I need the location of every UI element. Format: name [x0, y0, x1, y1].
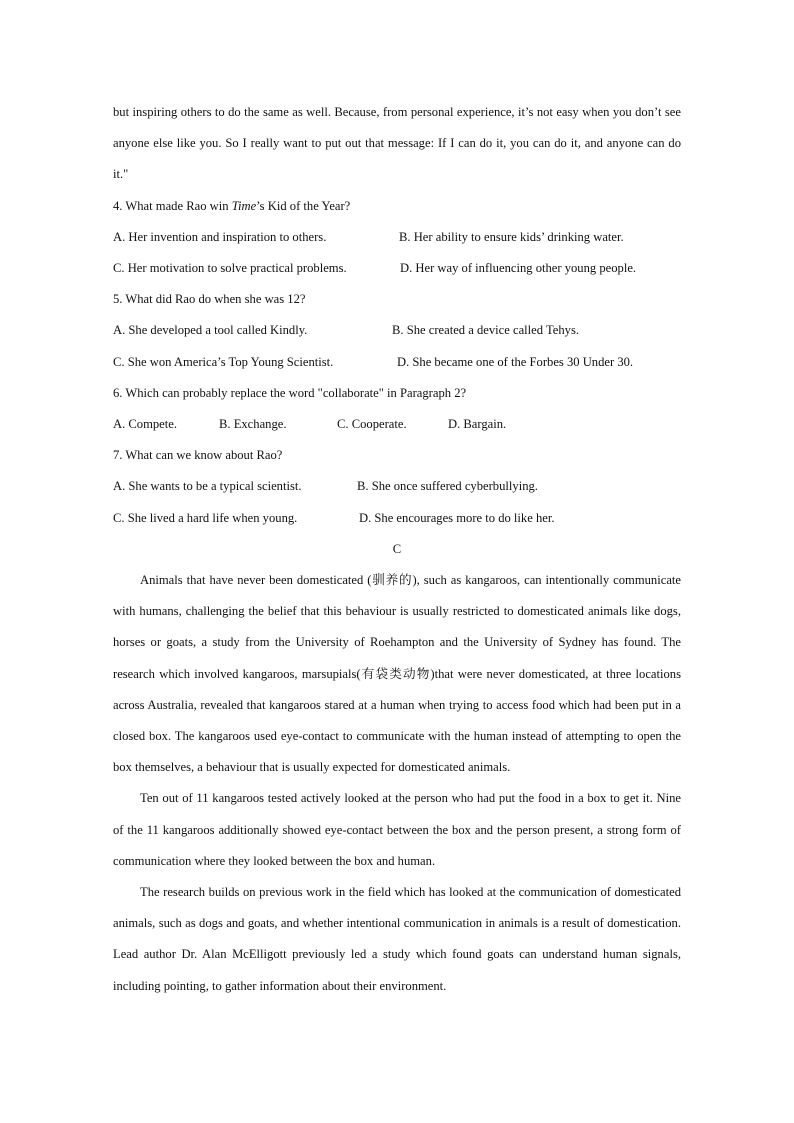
question-5-option-c: C. She won America’s Top Young Scientist.: [113, 354, 334, 369]
question-6-option-b: B. Exchange.: [219, 417, 287, 432]
question-5-option-d: D. She became one of the Forbes 30 Under 30.: [397, 354, 634, 369]
question-6-option-d: D. Bargain.: [448, 417, 507, 432]
question-7-option-c: C. She lived a hard life when young.: [113, 510, 298, 525]
question-4-option-d: D. Her way of influencing other young people.: [400, 261, 637, 276]
question-5-options-row-2: [113, 347, 681, 378]
question-5-option-b: B. She created a device called Tehys.: [392, 323, 580, 338]
question-7-option-a: A. She wants to be a typical scientist.: [113, 479, 302, 494]
intro-paragraph: but inspiring others to do the same as well. Because, from personal experience, it’s not easy when you don’t see anyone else like you. So I really want to put out that message: If I can do it, you can do it, and anyone can do it.": [113, 105, 681, 182]
question-7-stem: 7. What can we know about Rao?: [113, 448, 283, 463]
question-4-option-a: A. Her invention and inspiration to others.: [113, 229, 327, 244]
passage-c-paragraph-3: The research builds on previous work in the field which has looked at the communication of domesticated animals, such as dogs and goats, and whether intentional communication in animals is a result of domestication. Lead author Dr. Alan McElligott previously led a study which found goats can understand human signals, including pointing, to gather information about their environment.: [113, 885, 681, 993]
question-4-option-c: C. Her motivation to solve practical problems.: [113, 261, 347, 276]
passage-c-paragraph-1: Animals that have never been domesticated (驯养的), such as kangaroos, can intentionally communicate with humans, challenging the belief that this behaviour is usually restricted to domesticated animals like dogs, horses or goats, a study from the University of Roehampton and the University of Sydney has found. The research which involved kangaroos, marsupials(有袋类动物)that were never domesticated, at three locations across Australia, revealed that kangaroos stared at a human when trying to access food which had been put in a closed box. The kangaroos used eye-contact to communicate with the human instead of attempting to open the box themselves, a behaviour that is usually expected for domesticated animals.: [113, 573, 681, 775]
question-6-stem: 6. Which can probably replace the word "collaborate" in Paragraph 2?: [113, 385, 467, 400]
question-4-options-row-2: [113, 253, 681, 284]
passage-c-paragraph-2: Ten out of 11 kangaroos tested actively looked at the person who had put the food in a box to get it. Nine of the 11 kangaroos additionally showed eye-contact between the box and the person present, a strong form of communication where they looked between the box and human.: [113, 791, 681, 868]
question-4-options-row-1: [113, 222, 681, 253]
question-7-option-b: B. She once suffered cyberbullying.: [357, 479, 538, 494]
question-4-option-b: B. Her ability to ensure kids’ drinking water.: [399, 229, 624, 244]
question-5-stem: 5. What did Rao do when she was 12?: [113, 292, 306, 307]
page-content: [113, 97, 681, 1002]
question-6-options: [113, 409, 681, 440]
section-heading: C: [392, 541, 402, 556]
magazine-title: Time: [231, 198, 257, 213]
question-7-options-row-1: [113, 471, 681, 502]
question-5-options-row-1: [113, 315, 681, 346]
question-7-option-d: D. She encourages more to do like her.: [359, 510, 555, 525]
question-7-options-row-2: [113, 503, 681, 534]
question-5-option-a: A. She developed a tool called Kindly.: [113, 323, 308, 338]
question-6-option-c: C. Cooperate.: [337, 417, 407, 432]
question-4-stem: 4. What made Rao win Time’s Kid of the Year?: [113, 198, 351, 213]
question-6-option-a: A. Compete.: [113, 417, 178, 432]
